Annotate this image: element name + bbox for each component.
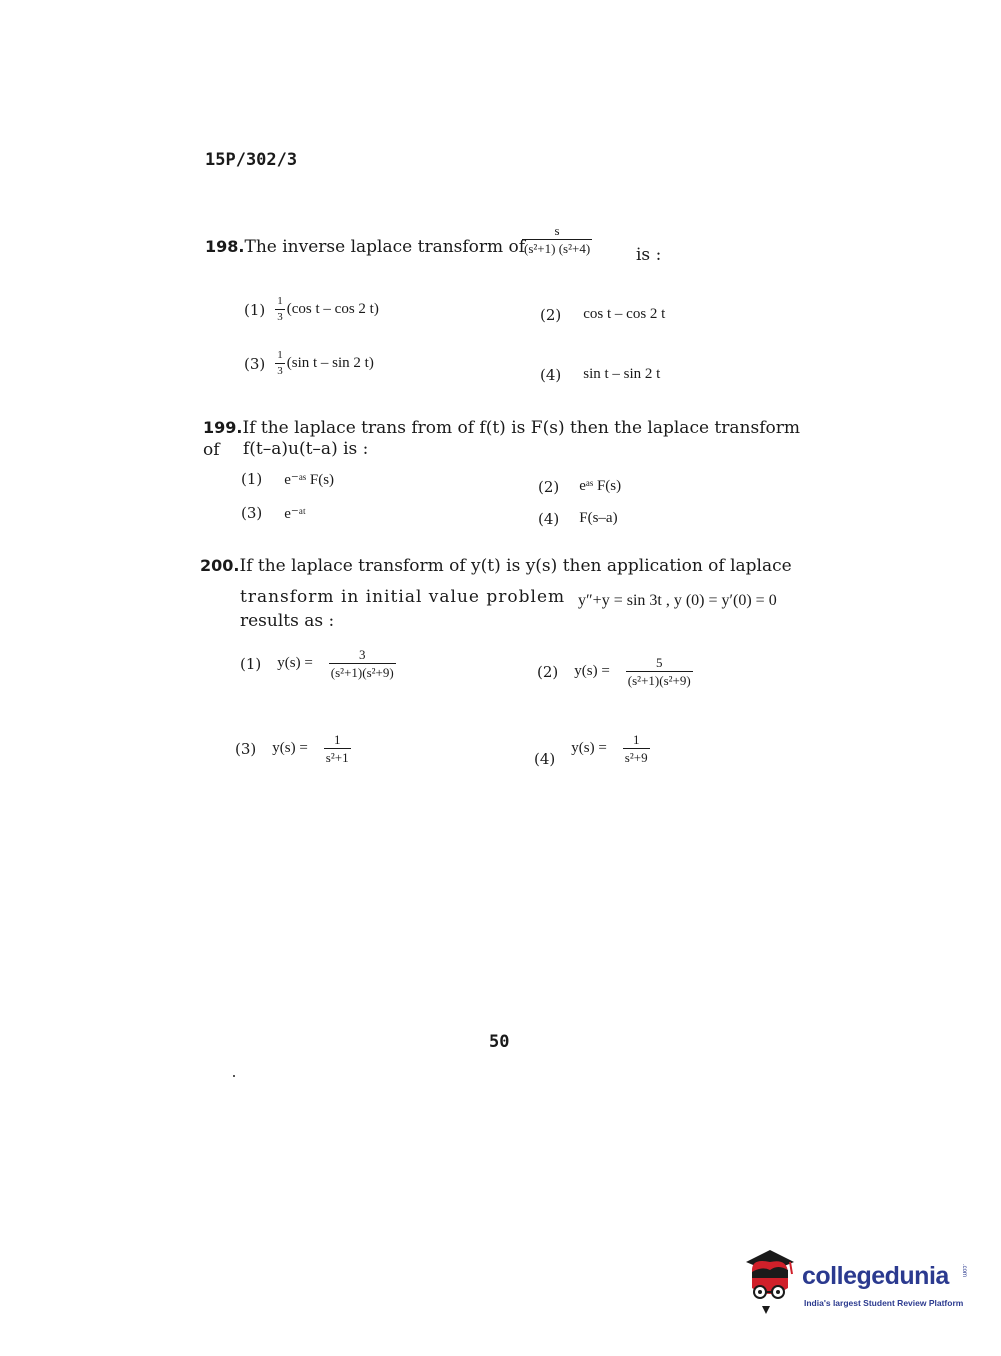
option-label: (3) bbox=[235, 739, 257, 758]
option-label: (1) bbox=[240, 654, 262, 673]
option-label: (1) bbox=[241, 470, 263, 488]
option-label: (4) bbox=[540, 366, 562, 384]
option-label: (1) bbox=[244, 300, 266, 319]
option-label: (2) bbox=[540, 306, 562, 324]
question-198-tail: is : bbox=[636, 245, 662, 265]
q200-option-3 bbox=[235, 733, 351, 764]
option-lhs: y(s) = bbox=[272, 740, 308, 756]
fraction-numerator: 3 bbox=[359, 647, 366, 662]
paper-code: 15P/302/3 bbox=[205, 150, 298, 170]
option-expression: e⁻ᵃᵗ bbox=[284, 506, 306, 522]
q200-option-1 bbox=[240, 648, 396, 679]
option-label: (2) bbox=[538, 478, 560, 496]
option-lhs: y(s) = bbox=[574, 663, 610, 679]
q199-option-1 bbox=[241, 470, 334, 489]
fraction-denominator: (s²+1) (s²+4) bbox=[524, 241, 591, 256]
q198-option-1 bbox=[244, 296, 379, 323]
collegedunia-logo bbox=[742, 1248, 978, 1318]
q199-option-4 bbox=[538, 510, 618, 528]
coef-denominator: 3 bbox=[277, 311, 283, 323]
q198-option-4 bbox=[540, 366, 660, 384]
option-expression: e⁻ᵃˢ F(s) bbox=[284, 472, 335, 488]
question-number: 198. bbox=[205, 237, 245, 256]
option-lhs: y(s) = bbox=[277, 655, 313, 671]
q199-option-2 bbox=[538, 478, 621, 496]
coef-denominator: 3 bbox=[277, 365, 283, 377]
fraction-numerator: s bbox=[554, 223, 560, 238]
q200-option-4 bbox=[534, 728, 650, 768]
q198-option-3 bbox=[244, 350, 374, 377]
option-label: (4) bbox=[538, 510, 560, 528]
page-number: 50 bbox=[489, 1032, 510, 1052]
coef-numerator: 1 bbox=[277, 349, 283, 361]
option-expression: cos t – cos 2 t bbox=[583, 306, 666, 322]
option-lhs: y(s) = bbox=[571, 739, 607, 756]
fraction-denominator: (s²+1)(s²+9) bbox=[627, 673, 691, 688]
question-200-line2: transform in initial value problem bbox=[240, 587, 566, 607]
fraction-numerator: 1 bbox=[333, 732, 341, 747]
question-200-equation: y″+y = sin 3t , y (0) = y′(0) = 0 bbox=[578, 592, 777, 609]
q198-option-2 bbox=[540, 306, 665, 324]
option-expression: F(s–a) bbox=[579, 510, 618, 526]
option-label: (3) bbox=[241, 504, 263, 522]
question-200 bbox=[200, 555, 825, 577]
question-200-line3: results as : bbox=[240, 611, 335, 631]
option-expression: sin t – sin 2 t bbox=[583, 366, 661, 382]
fraction-numerator: 1 bbox=[632, 731, 640, 747]
mascot-icon bbox=[742, 1248, 800, 1316]
option-label: (3) bbox=[244, 354, 266, 373]
question-text-line1: If the laplace trans from of f(t) is F(s) then the laplace transform of bbox=[203, 418, 800, 460]
option-expression: eᵃˢ F(s) bbox=[579, 478, 622, 494]
logo-wordmark: collegedunia bbox=[802, 1262, 949, 1290]
fraction-denominator: s²+1 bbox=[325, 750, 349, 765]
question-number: 199. bbox=[203, 418, 243, 437]
q199-option-3 bbox=[241, 504, 306, 523]
question-text-line1: If the laplace transform of y(t) is y(s) then application of laplace bbox=[239, 556, 792, 576]
option-label: (2) bbox=[537, 662, 559, 681]
logo-suffix: .com bbox=[961, 1264, 967, 1278]
option-label: (4) bbox=[534, 750, 556, 768]
option-expression: (sin t – sin 2 t) bbox=[286, 355, 374, 371]
coef-numerator: 1 bbox=[277, 295, 283, 307]
question-198 bbox=[205, 236, 525, 258]
fraction-denominator: (s²+1)(s²+9) bbox=[330, 665, 394, 680]
logo-tagline: India's largest Student Review Platform bbox=[804, 1298, 964, 1308]
option-expression: (cos t – cos 2 t) bbox=[286, 301, 379, 317]
question-number: 200. bbox=[200, 556, 240, 575]
fraction-denominator: s²+9 bbox=[624, 749, 648, 765]
question-198-fraction bbox=[522, 224, 592, 255]
fraction-numerator: 5 bbox=[656, 655, 663, 670]
question-199-line2: f(t–a)u(t–a) is : bbox=[243, 439, 369, 459]
q200-option-2 bbox=[537, 656, 693, 687]
question-text: The inverse laplace transform of bbox=[244, 237, 526, 257]
scan-speck bbox=[233, 1075, 235, 1077]
